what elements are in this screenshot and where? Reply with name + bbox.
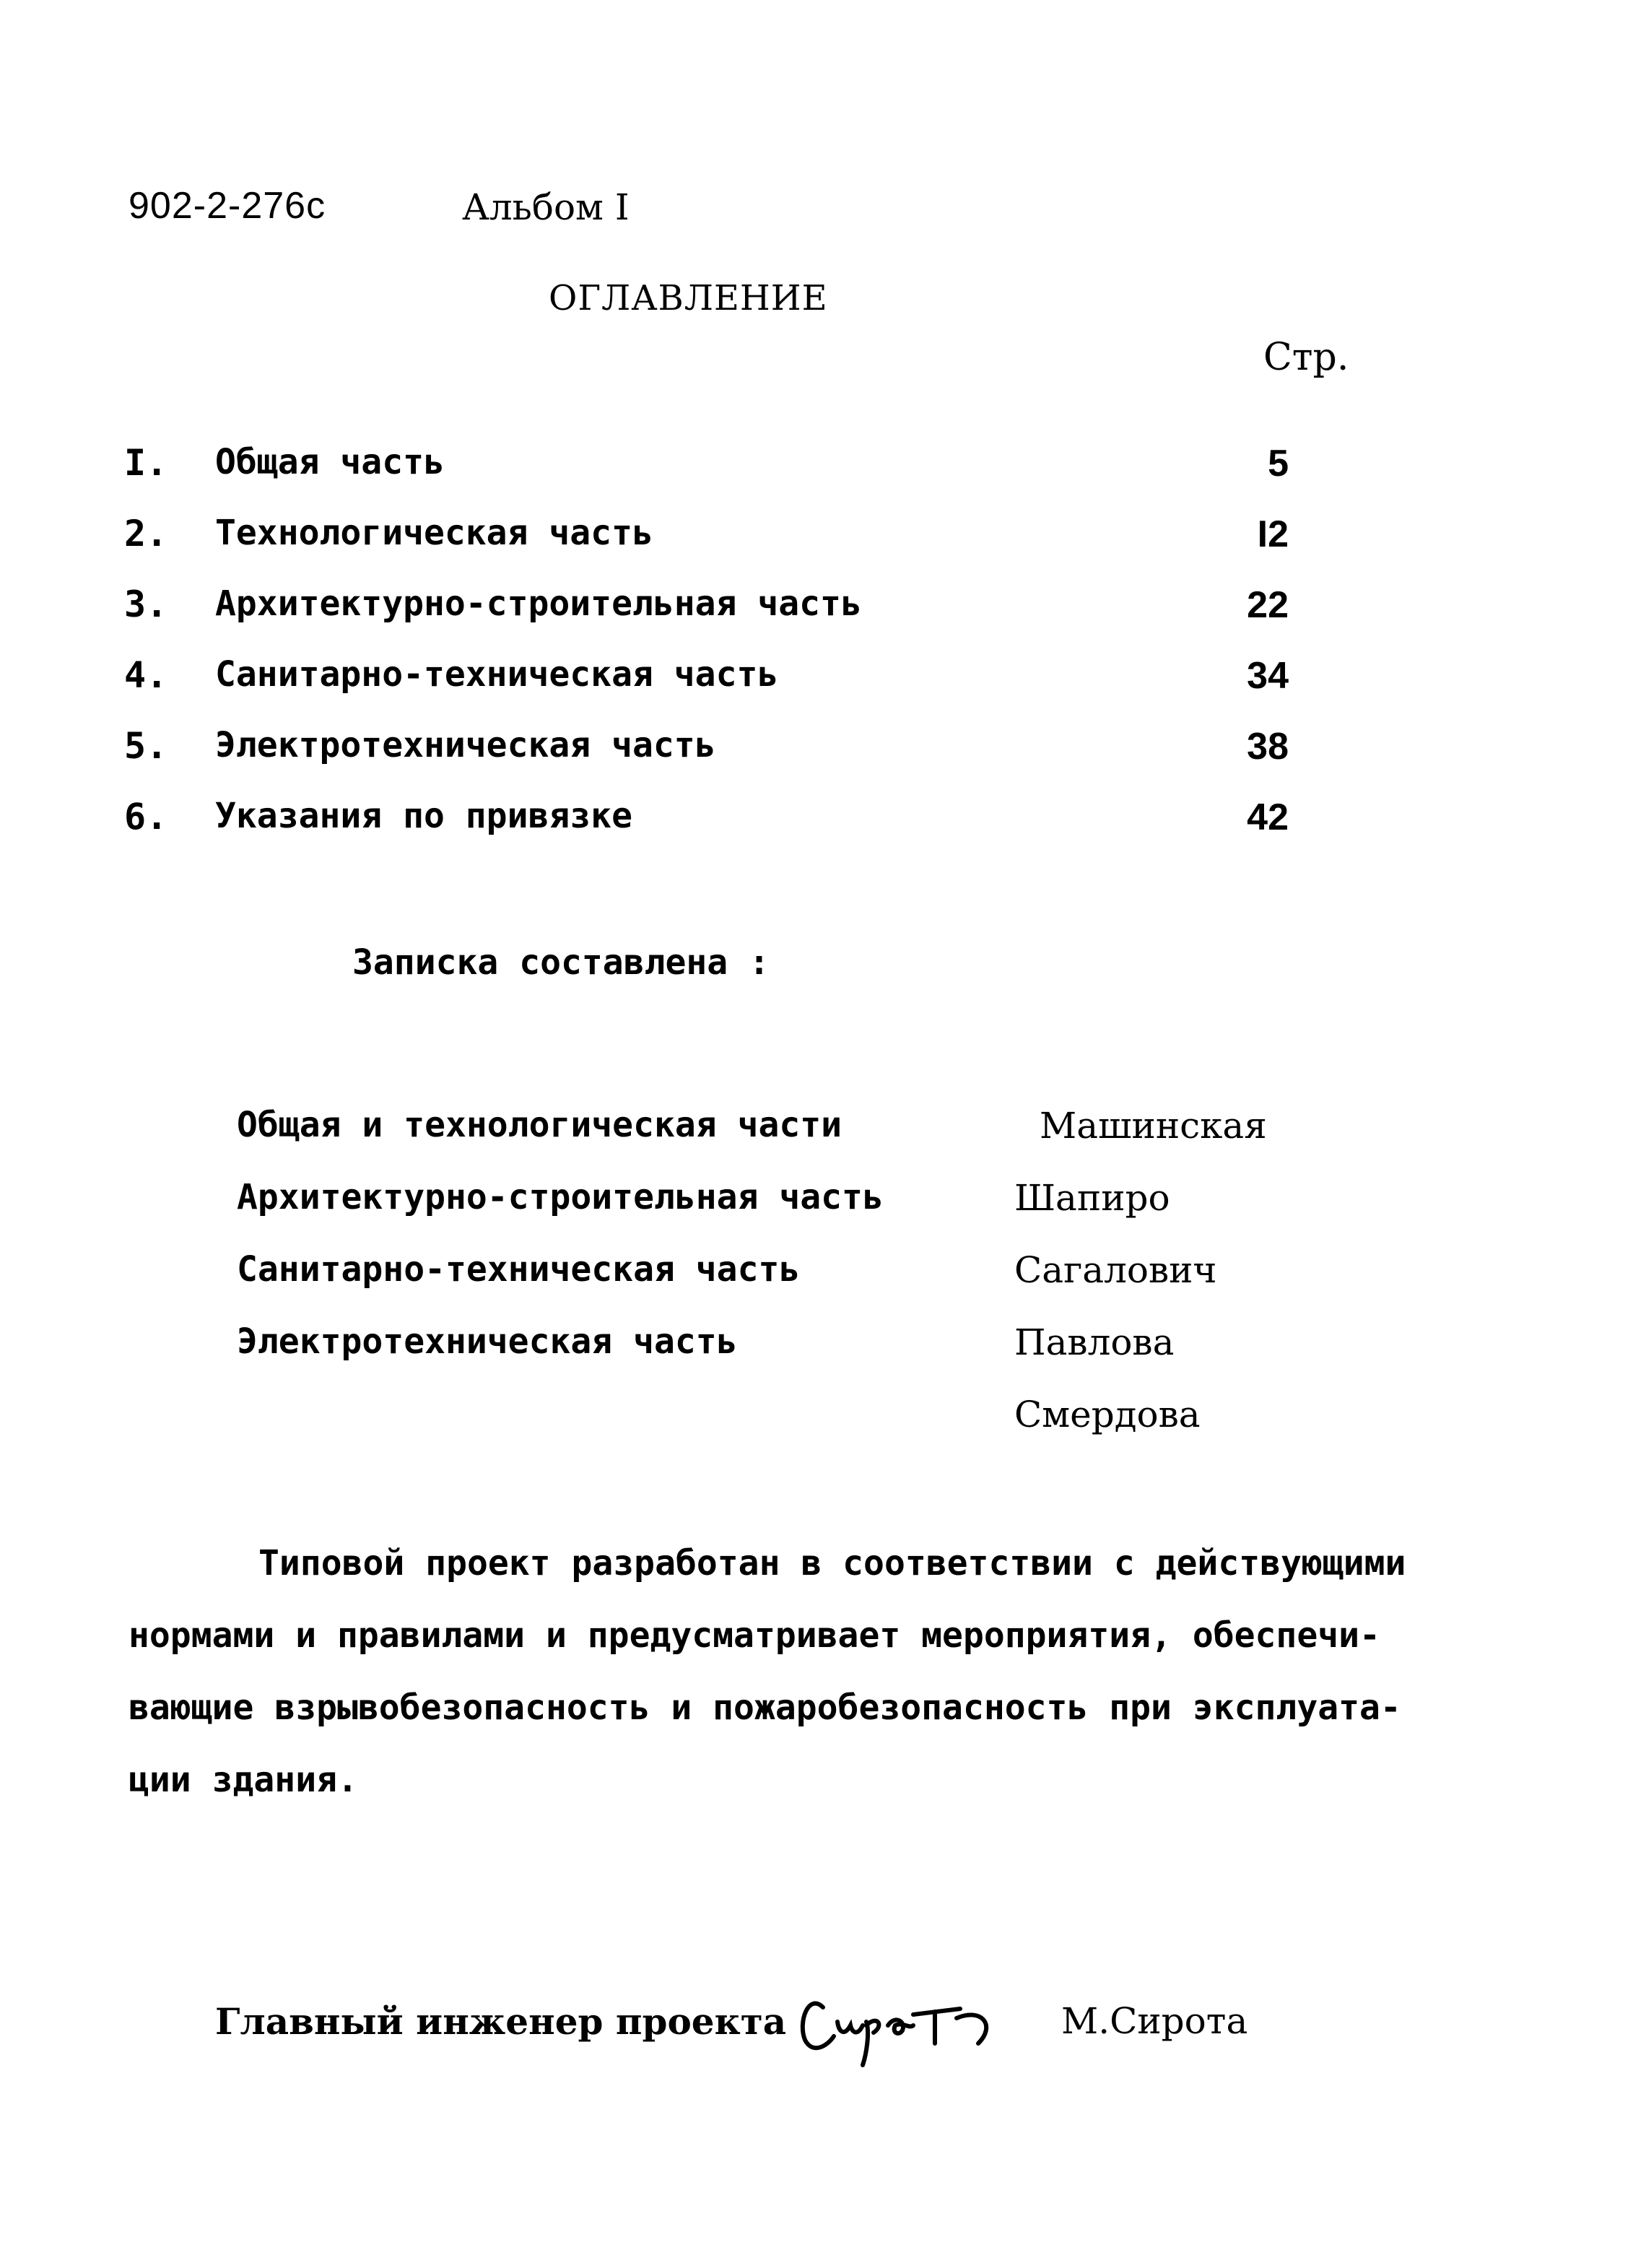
toc-item-title: Санитарно-техническая часть: [215, 654, 779, 695]
toc-title: ОГЛАВЛЕНИЕ: [549, 278, 828, 318]
toc-number: 4.: [124, 654, 168, 696]
toc-page-number: 42: [1247, 796, 1289, 838]
toc-page-number: I2: [1257, 513, 1289, 555]
paragraph-line: нормами и правилами и предусматривает мероприятия, обеспечи-: [129, 1615, 1380, 1656]
toc-row: [0, 796, 1646, 853]
toc-row: [0, 654, 1646, 712]
toc-item-title: Указания по привязке: [215, 796, 632, 836]
toc-row: [0, 513, 1646, 570]
toc-number: I.: [124, 442, 168, 484]
toc-page-header: Стр.: [1263, 336, 1349, 379]
authors-heading: Записка составлена :: [352, 942, 770, 983]
toc-page-number: 22: [1247, 584, 1289, 626]
toc-row: [0, 725, 1646, 783]
author-name: Сагалович: [1014, 1249, 1217, 1291]
toc-row: [0, 442, 1646, 500]
signature-label: Главный инженер проекта: [215, 2000, 787, 2043]
toc-number: 3.: [124, 583, 168, 625]
handwritten-signature: [794, 1964, 1011, 2072]
toc-page-number: 38: [1247, 726, 1289, 768]
toc-item-title: Архитектурно-строительная часть: [215, 583, 862, 624]
document-code: 902-2-276с: [129, 185, 326, 227]
toc-number: 5.: [124, 725, 168, 767]
toc-row: [0, 583, 1646, 641]
paragraph-line: ции здания.: [129, 1760, 358, 1800]
author-part: Санитарно-техническая часть: [237, 1249, 801, 1290]
toc-page-number: 34: [1247, 655, 1289, 697]
paragraph-line: Типовой проект разработан в соответствии с действующими: [258, 1543, 1406, 1583]
author-name: Смердова: [1014, 1394, 1201, 1435]
album-label: Альбом I: [462, 186, 630, 228]
project-statement: [129, 1527, 1529, 1816]
toc-item-title: Общая часть: [215, 442, 445, 482]
signatory-name: М.Сирота: [1061, 2000, 1248, 2042]
toc-item-title: Технологическая часть: [215, 513, 653, 553]
author-part: Архитектурно-строительная часть: [237, 1177, 884, 1217]
author-part: Электротехническая часть: [237, 1321, 738, 1362]
paragraph-line: вающие взрывобезопасность и пожаробезопасность при эксплуата-: [129, 1687, 1401, 1728]
toc-number: 6.: [124, 796, 168, 838]
author-name: Машинская: [1040, 1105, 1267, 1147]
toc-item-title: Электротехническая часть: [215, 725, 716, 765]
author-name: Шапиро: [1014, 1177, 1170, 1219]
toc-page-number: 5: [1268, 443, 1289, 485]
toc-number: 2.: [124, 513, 168, 555]
author-part: Общая и технологическая части: [237, 1105, 842, 1145]
author-name: Павлова: [1014, 1321, 1175, 1363]
